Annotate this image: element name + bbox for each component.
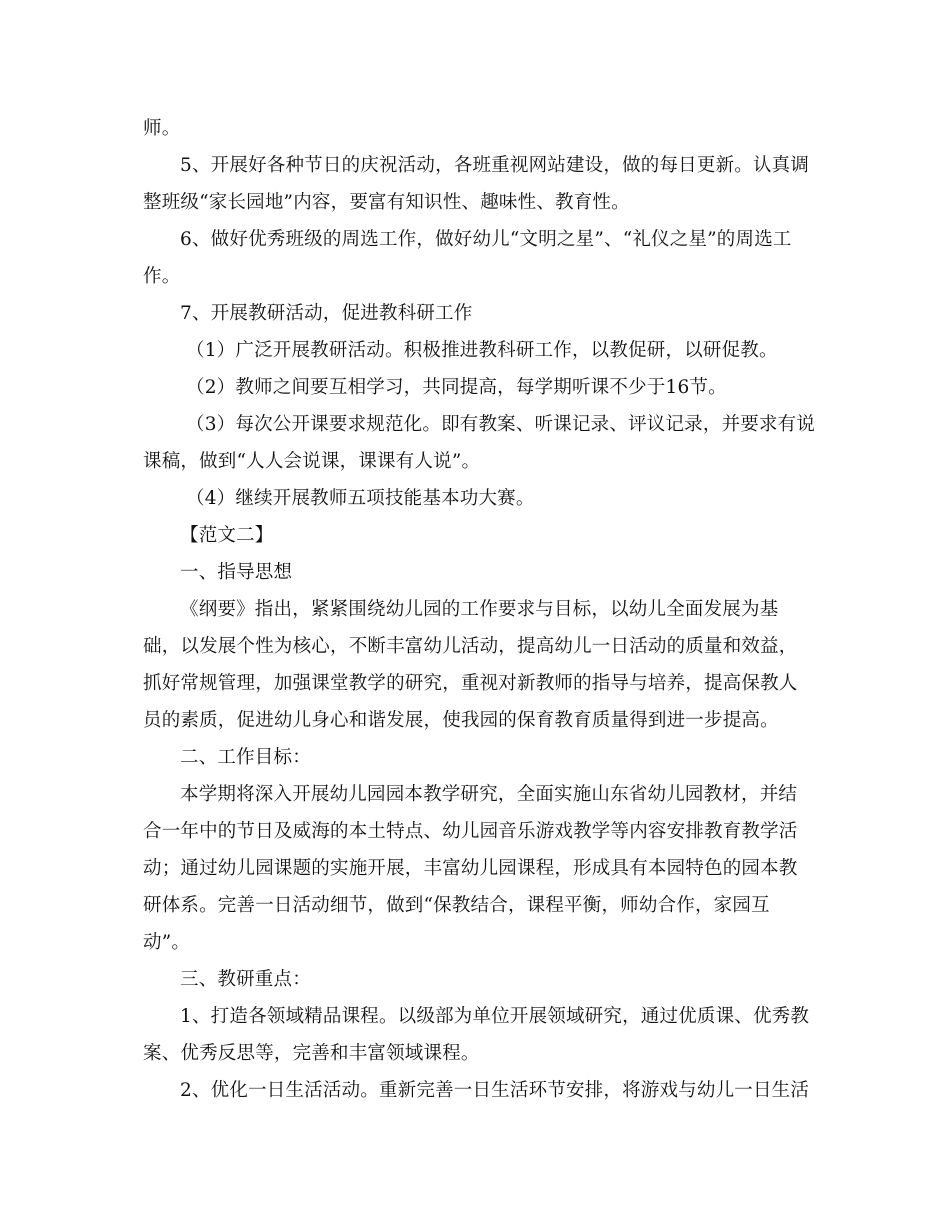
text-line: 本学期将深入开展幼儿园园本教学研究，全面实施山东省幼儿园教材，并结 — [180, 784, 798, 805]
text-line: 师。 — [143, 118, 181, 139]
text-line: 员的素质，促进幼儿身心和谐发展，使我园的保育教育质量得到进一步提高。 — [143, 710, 779, 731]
text-line: 研体系。完善一日活动细节，做到“保教结合，课程平衡，师幼合作，家园互 — [143, 895, 770, 916]
text-line: （2）教师之间要互相学习，共同提高，每学期听课不少于16节。 — [186, 377, 727, 398]
text-line: 动；通过幼儿园课题的实施开展，丰富幼儿园课程，形成具有本园特色的园本教 — [143, 858, 798, 879]
text-line: 1、打造各领域精品课程。以级部为单位开展领域研究，通过优质课、优秀教 — [180, 1006, 810, 1027]
section-heading: 【范文二】 — [180, 525, 274, 546]
text-line: （1）广泛开展教研活动。积极推进教科研工作，以教促研，以研促教。 — [186, 340, 778, 361]
text-line: 整班级“家长园地”内容，要富有知识性、趣味性、教育性。 — [143, 192, 630, 213]
text-line: 作。 — [143, 266, 181, 287]
text-line: （4）继续开展教师五项技能基本功大赛。 — [186, 488, 535, 509]
text-line: 础，以发展个性为核心，不断丰富幼儿活动，提高幼儿一日活动的质量和效益， — [143, 636, 798, 657]
text-line: 《纲要》指出，紧紧围绕幼儿园的工作要求与目标，以幼儿全面发展为基 — [180, 599, 779, 620]
text-line: 6、做好优秀班级的周选工作，做好幼儿“文明之星”、“礼仪之星”的周选工 — [180, 229, 792, 250]
text-line: 动”。 — [143, 932, 191, 953]
text-line: 7、开展教研活动，促进教科研工作 — [180, 303, 473, 324]
text-line: 合一年中的节日及威海的本土特点、幼儿园音乐游戏教学等内容安排教育教学活 — [143, 821, 798, 842]
text-line: 课稿，做到“人人会说课，课课有人说”。 — [143, 451, 481, 472]
section-heading: 三、教研重点： — [180, 969, 311, 990]
section-heading: 一、指导思想 — [180, 562, 293, 583]
text-line: 2、优化一日生活活动。重新完善一日生活环节安排，将游戏与幼儿一日生活 — [180, 1080, 810, 1101]
text-line: 抓好常规管理，加强课堂教学的研究，重视对新教师的指导与培养，提高保教人 — [143, 673, 798, 694]
text-line: （3）每次公开课要求规范化。即有教案、听课记录、评议记录，并要求有说 — [186, 414, 816, 435]
text-line: 5、开展好各种节日的庆祝活动，各班重视网站建设，做的每日更新。认真调 — [180, 155, 810, 176]
section-heading: 二、工作目标： — [180, 747, 311, 768]
text-line: 案、优秀反思等，完善和丰富领域课程。 — [143, 1043, 480, 1064]
